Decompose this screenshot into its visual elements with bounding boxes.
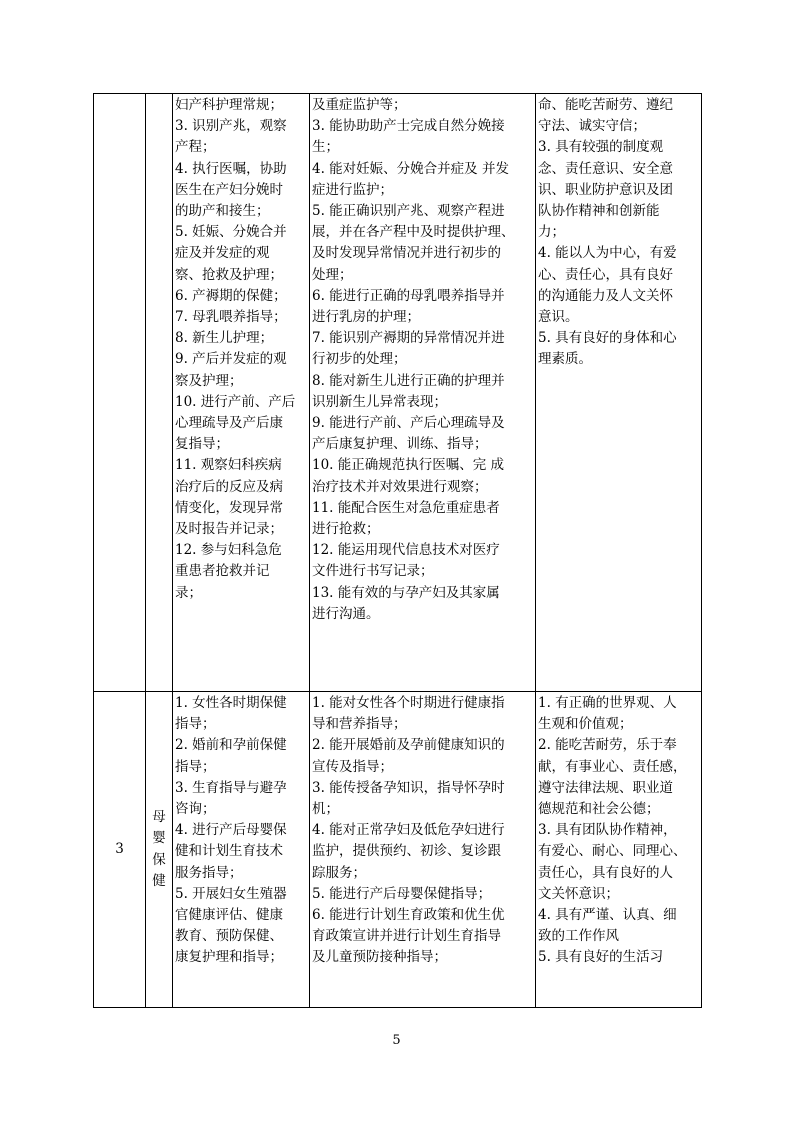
cell-text-line: 9. 能进行产前、产后心理疏导及 — [312, 415, 505, 432]
page-number: 5 — [392, 1033, 401, 1048]
cell-text-line: 健和计划生育技术 — [175, 843, 283, 860]
cell-text-line: 5. 妊娠、分娩合并 — [175, 224, 287, 241]
cell-text-line: 2. 能开展婚前及孕前健康知识的 — [312, 737, 505, 754]
cell-text-line: 监护，提供预约、初诊、复诊跟 — [312, 843, 501, 860]
cell-text-line: 8. 新生儿护理； — [175, 330, 274, 347]
cell-text-line: 守法、诚实守信； — [538, 118, 646, 135]
cell-text-line: 4. 进行产后母婴保 — [175, 822, 287, 839]
cell-text-line: 9. 产后并发症的观 — [175, 351, 287, 368]
cell-text-line: 1. 女性各时期保健 — [175, 695, 287, 711]
cell-text-line: 2. 能吃苦耐劳，乐于奉 — [538, 737, 677, 754]
cell-text-line: 及时发现异常情况并进行初步的 — [312, 245, 501, 262]
cell-text-line: 育政策宣讲并进行计划生育指导 — [312, 928, 501, 945]
cell-text-line: 识别新生儿异常表现； — [312, 393, 447, 410]
qualities-cell — [536, 692, 702, 1008]
cell-text-line: 生观和价值观； — [538, 716, 633, 733]
cell-text-line: 7. 母乳喂养指导； — [175, 309, 287, 326]
cell-text-line: 展，并在各产程中及时提供护理、 — [312, 224, 515, 241]
cell-text-line: 3. 具有团队协作精神， — [538, 822, 677, 839]
cell-text-line: 理素质。 — [538, 351, 592, 368]
cell-text-line: 6. 能进行计划生育政策和优生优 — [312, 907, 505, 924]
cell-text-line: 心理疏导及产后康 — [175, 415, 283, 432]
cell-text-line: 德规范和社会公德； — [538, 801, 660, 818]
cell-text-line: 2. 婚前和孕前保健 — [175, 737, 287, 754]
cell-text-line: 进行沟通。 — [312, 605, 380, 622]
cell-text-line: 4. 能对正常孕妇及低危孕妇进行 — [312, 822, 505, 839]
cell-text-line: 症及并发症的观 — [175, 245, 270, 262]
cell-text-line: 3. 能传授备孕知识，指导怀孕时 — [312, 779, 505, 796]
cell-text-line: 及重症监护等； — [312, 97, 407, 113]
cell-text-line: 念、责任意识、安全意 — [538, 160, 673, 177]
cell-text-line: 录； — [175, 584, 202, 601]
cell-text-line: 5. 能正确识别产兆、观察产程进 — [312, 203, 505, 220]
tasks-cell — [173, 692, 310, 1008]
cell-text-line: 责任心，具有良好的人 — [538, 864, 673, 881]
row-number-cell: 3 — [94, 692, 146, 1008]
cell-text-line: 3. 具有较强的制度观 — [538, 139, 664, 156]
cell-text-line: 产后康复护理、训练、指导； — [312, 436, 488, 453]
module-name-cell: 母婴保健 — [146, 692, 173, 1008]
cell-text-line: 7. 能识别产褥期的异常情况并进 — [312, 330, 505, 347]
cell-text-line: 生； — [312, 139, 339, 156]
module-name-cell — [146, 94, 173, 692]
cell-text-line: 治疗后的反应及病 — [175, 478, 283, 495]
cell-text-line: 宣传及指导； — [312, 758, 393, 775]
cell-text-line: 力； — [538, 224, 565, 241]
cell-text-line: 致的工作作风 — [538, 928, 619, 945]
cell-text-line: 心、责任心，具有良好 — [538, 266, 673, 283]
cell-text-line: 文关怀意识； — [538, 885, 619, 902]
cell-text-line: 及儿童预防接种指导； — [312, 949, 447, 966]
curriculum-table — [93, 93, 702, 1008]
cell-text-line: 3. 能协助助产士完成自然分娩接 — [312, 118, 505, 135]
cell-text-line: 指导； — [175, 716, 216, 733]
cell-text-line: 6. 产褥期的保健； — [175, 287, 287, 304]
cell-text-line: 康复护理和指导； — [175, 949, 283, 966]
cell-text-line: 12. 参与妇科急危 — [175, 542, 282, 559]
cell-text-line: 医生在产妇分娩时 — [175, 181, 283, 198]
cell-text-line: 4. 能对妊娠、分娩合并症及 并发 — [312, 160, 509, 177]
cell-text-line: 10. 进行产前、产后 — [175, 393, 296, 410]
cell-text-line: 处理； — [312, 266, 353, 283]
cell-text-line: 教育、预防保健、 — [175, 928, 283, 945]
cell-text-line: 咨询； — [175, 801, 216, 818]
cell-text-line: 4. 能以人为中心，有爱 — [538, 245, 677, 262]
cell-text-line: 文件进行书写记录； — [312, 563, 434, 580]
cell-text-line: 官健康评估、健康 — [175, 907, 283, 924]
abilities-cell — [310, 94, 536, 692]
cell-text-line: 机； — [312, 801, 339, 818]
cell-text-line: 6. 能进行正确的母乳喂养指导并 — [312, 287, 505, 304]
cell-text-line: 献，有事业心、责任感， — [538, 758, 687, 775]
cell-text-line: 服务指导； — [175, 864, 243, 881]
cell-text-line: 5. 具有良好的身体和心 — [538, 330, 677, 347]
cell-text-line: 8. 能对新生儿进行正确的护理并 — [312, 372, 505, 389]
cell-text-line: 踪服务； — [312, 864, 366, 881]
cell-text-line: 4. 具有严谨、认真、细 — [538, 907, 677, 924]
cell-text-line: 情变化，发现异常 — [175, 499, 283, 516]
cell-text-line: 12. 能运用现代信息技术对医疗 — [312, 542, 500, 559]
abilities-cell — [310, 692, 536, 1008]
cell-text-line: 重患者抢救并记 — [175, 563, 270, 580]
cell-text-line: 5. 具有良好的生活习 — [538, 949, 664, 966]
table-row — [94, 94, 702, 692]
cell-text-line: 3. 识别产兆，观察 — [175, 118, 287, 135]
cell-text-line: 5. 开展妇女生殖器 — [175, 885, 287, 902]
cell-text-line: 产程； — [175, 139, 216, 156]
cell-text-line: 的助产和接生； — [175, 203, 270, 220]
cell-text-line: 队协作精神和创新能 — [538, 203, 660, 220]
row-number-cell — [94, 94, 146, 692]
cell-text-line: 察及护理； — [175, 372, 243, 389]
cell-text-line: 识、职业防护意识及团 — [538, 181, 673, 198]
cell-text-line: 指导； — [175, 758, 216, 775]
cell-text-line: 症进行监护； — [312, 181, 393, 198]
cell-text-line: 导和营养指导； — [312, 716, 407, 733]
cell-text-line: 1. 能对女性各个时期进行健康指 — [312, 695, 505, 711]
cell-text-line: 进行抢救； — [312, 521, 380, 538]
cell-text-line: 命、能吃苦耐劳、遵纪 — [538, 97, 673, 113]
cell-text-line: 11. 观察妇科疾病 — [175, 457, 282, 474]
cell-text-line: 及时报告并记录； — [175, 521, 283, 538]
cell-text-line: 4. 执行医嘱，协助 — [175, 160, 287, 177]
cell-text-line: 行初步的处理； — [312, 351, 407, 368]
table-row — [94, 692, 702, 1008]
cell-text-line: 察、抢救及护理； — [175, 266, 283, 283]
cell-text-line: 5. 能进行产后母婴保健指导； — [312, 885, 492, 902]
cell-text-line: 复指导； — [175, 436, 229, 453]
cell-text-line: 遵守法律法规、职业道 — [538, 779, 673, 796]
cell-text-line: 的沟通能力及人文关怀 — [538, 287, 673, 304]
tasks-cell — [173, 94, 310, 692]
cell-text-line: 13. 能有效的与孕产妇及其家属 — [312, 584, 500, 601]
cell-text-line: 妇产科护理常规； — [175, 97, 283, 113]
cell-text-line: 11. 能配合医生对急危重症患者 — [312, 499, 500, 516]
cell-text-line: 治疗技术并对效果进行观察； — [312, 478, 488, 495]
cell-text-line: 1. 有正确的世界观、人 — [538, 695, 677, 711]
qualities-cell — [536, 94, 702, 692]
cell-text-line: 10. 能正确规范执行医嘱、完 成 — [312, 457, 505, 474]
cell-text-line: 意识。 — [538, 309, 579, 326]
cell-text-line: 有爱心、耐心、同理心、 — [538, 843, 687, 860]
cell-text-line: 3. 生育指导与避孕 — [175, 779, 287, 796]
cell-text-line: 进行乳房的护理； — [312, 309, 420, 326]
